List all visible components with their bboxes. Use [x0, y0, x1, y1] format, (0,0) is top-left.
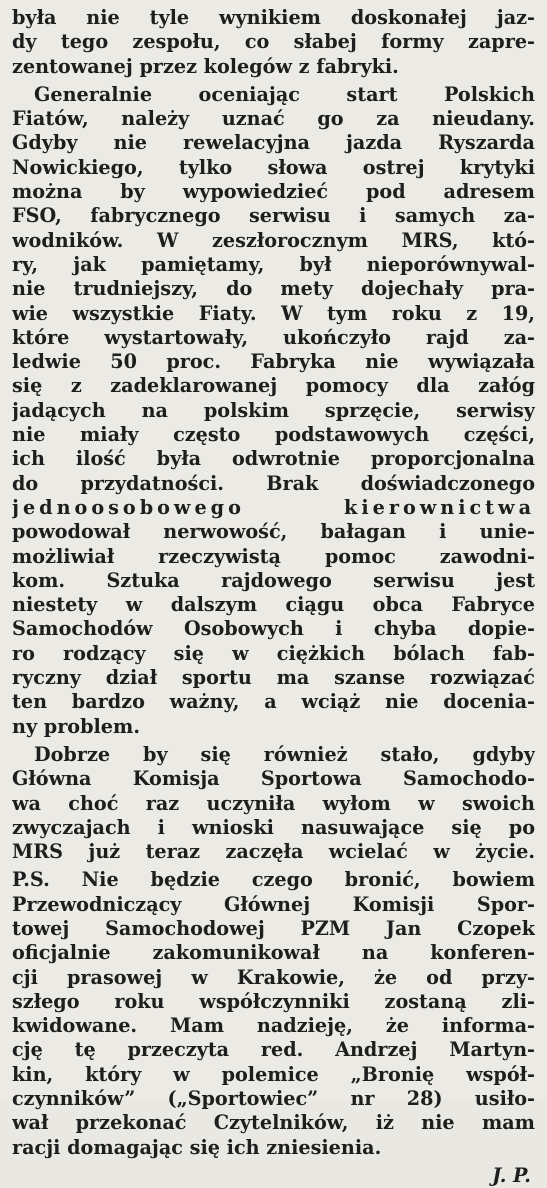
- text-line: kwidowane. Mam nadzieję, że informa-: [12, 1014, 535, 1038]
- text-line: można by wypowiedzieć pod adresem: [12, 180, 535, 204]
- paragraph-1: [12, 6, 535, 79]
- text-line: nie trudniejszy, do mety dojechały pra-: [12, 277, 535, 301]
- text-line: do przydatności. Brak doświadczonego: [12, 471, 535, 495]
- text-line: powodował nerwowość, bałagan i unie-: [12, 520, 535, 544]
- text-line: była nie tyle wynikiem doskonałej jaz-: [12, 6, 535, 29]
- text-line: MRS już teraz zaczęła wcielać w życie.: [12, 840, 535, 864]
- text-line: cję tę przeczyta red. Andrzej Martyn-: [12, 1038, 535, 1062]
- text-line: jadących na polskim sprzęcie, serwisy: [12, 398, 535, 422]
- author-signature: J. P.: [492, 1163, 531, 1187]
- text-line: się z zadeklarowanej pomocy dla załóg: [12, 374, 535, 398]
- text-line: Przewodniczący Głównej Komisji Spor-: [12, 892, 535, 916]
- text-line: Nowickiego, tylko słowa ostrej krytyki: [12, 155, 535, 179]
- text-line: Fiatów, należy uznać go za nieudany.: [12, 107, 535, 131]
- text-line: wie wszystkie Fiaty. W tym roku z 19,: [12, 301, 535, 325]
- text-line: Główna Komisja Sportowa Samochodo-: [12, 767, 535, 791]
- text-line: nie miały często podstawowych części,: [12, 423, 535, 447]
- text-line: ten bardzo ważny, a wciąż nie docenia-: [12, 690, 535, 714]
- text-line: wał przekonać Czytelników, iż nie mam: [12, 1111, 535, 1135]
- postscript: [12, 868, 535, 1160]
- text-line: Gdyby nie rewelacyjna jazda Ryszarda: [12, 131, 535, 155]
- text-line-spaced: jednoosobowego kierownictwa: [12, 495, 535, 519]
- text-line: kom. Sztuka rajdowego serwisu jest: [12, 568, 535, 592]
- text-line: oficjalnie zakomunikował na konferen-: [12, 941, 535, 965]
- text-line: ny problem.: [12, 714, 140, 738]
- text-line: racji domagając się ich zniesienia.: [12, 1135, 382, 1159]
- text-line: zentowanej przez kolegów z fabryki.: [12, 54, 399, 78]
- text-line: Dobrze by się również stało, gdyby: [34, 742, 535, 766]
- text-line: ledwie 50 proc. Fabryka nie wywiązała: [12, 350, 535, 374]
- text-line: niestety w dalszym ciągu obca Fabryce: [12, 593, 535, 617]
- text-line: zwyczajach i wnioski nasuwające się po: [12, 815, 535, 839]
- text-line: czynników” („Sportowiec” nr 28) usiło-: [12, 1087, 535, 1111]
- text-line: wa choć raz uczyniła wyłom w swoich: [12, 791, 535, 815]
- paragraph-3: [12, 743, 535, 864]
- text-line: P.S. Nie będzie czego bronić, bowiem: [12, 868, 535, 892]
- text-line: ry, jak pamiętamy, był nieporównywal-: [12, 252, 535, 276]
- text-line: możliwiał rzeczywistą pomoc zawodni-: [12, 544, 535, 568]
- text-line: Generalnie oceniając start Polskich: [34, 82, 535, 106]
- text-line: Samochodów Osobowych i chyba dopie-: [12, 617, 535, 641]
- text-line: kin, który w polemice „Bronię współ-: [12, 1062, 535, 1086]
- text-line: towej Samochodowej PZM Jan Czopek: [12, 916, 535, 940]
- text-line: cji prasowej w Krakowie, że od przy-: [12, 965, 535, 989]
- paragraph-2: [12, 83, 535, 739]
- text-line: dy tego zespołu, co słabej formy zapre-: [12, 30, 535, 54]
- text-line: ich ilość była odwrotnie proporcjonalna: [12, 447, 535, 471]
- text-line: które wystartowały, ukończyło rajd za-: [12, 325, 535, 349]
- text-line: ryczny dział sportu ma szanse rozwiązać: [12, 666, 535, 690]
- text-line: wodników. W zeszłorocznym MRS, któ-: [12, 228, 535, 252]
- text-line: FSO, fabrycznego serwisu i samych za-: [12, 204, 535, 228]
- text-line: ro rodzący się w ciężkich bólach fab-: [12, 641, 535, 665]
- text-line: szłego roku współczynniki zostaną zli-: [12, 989, 535, 1013]
